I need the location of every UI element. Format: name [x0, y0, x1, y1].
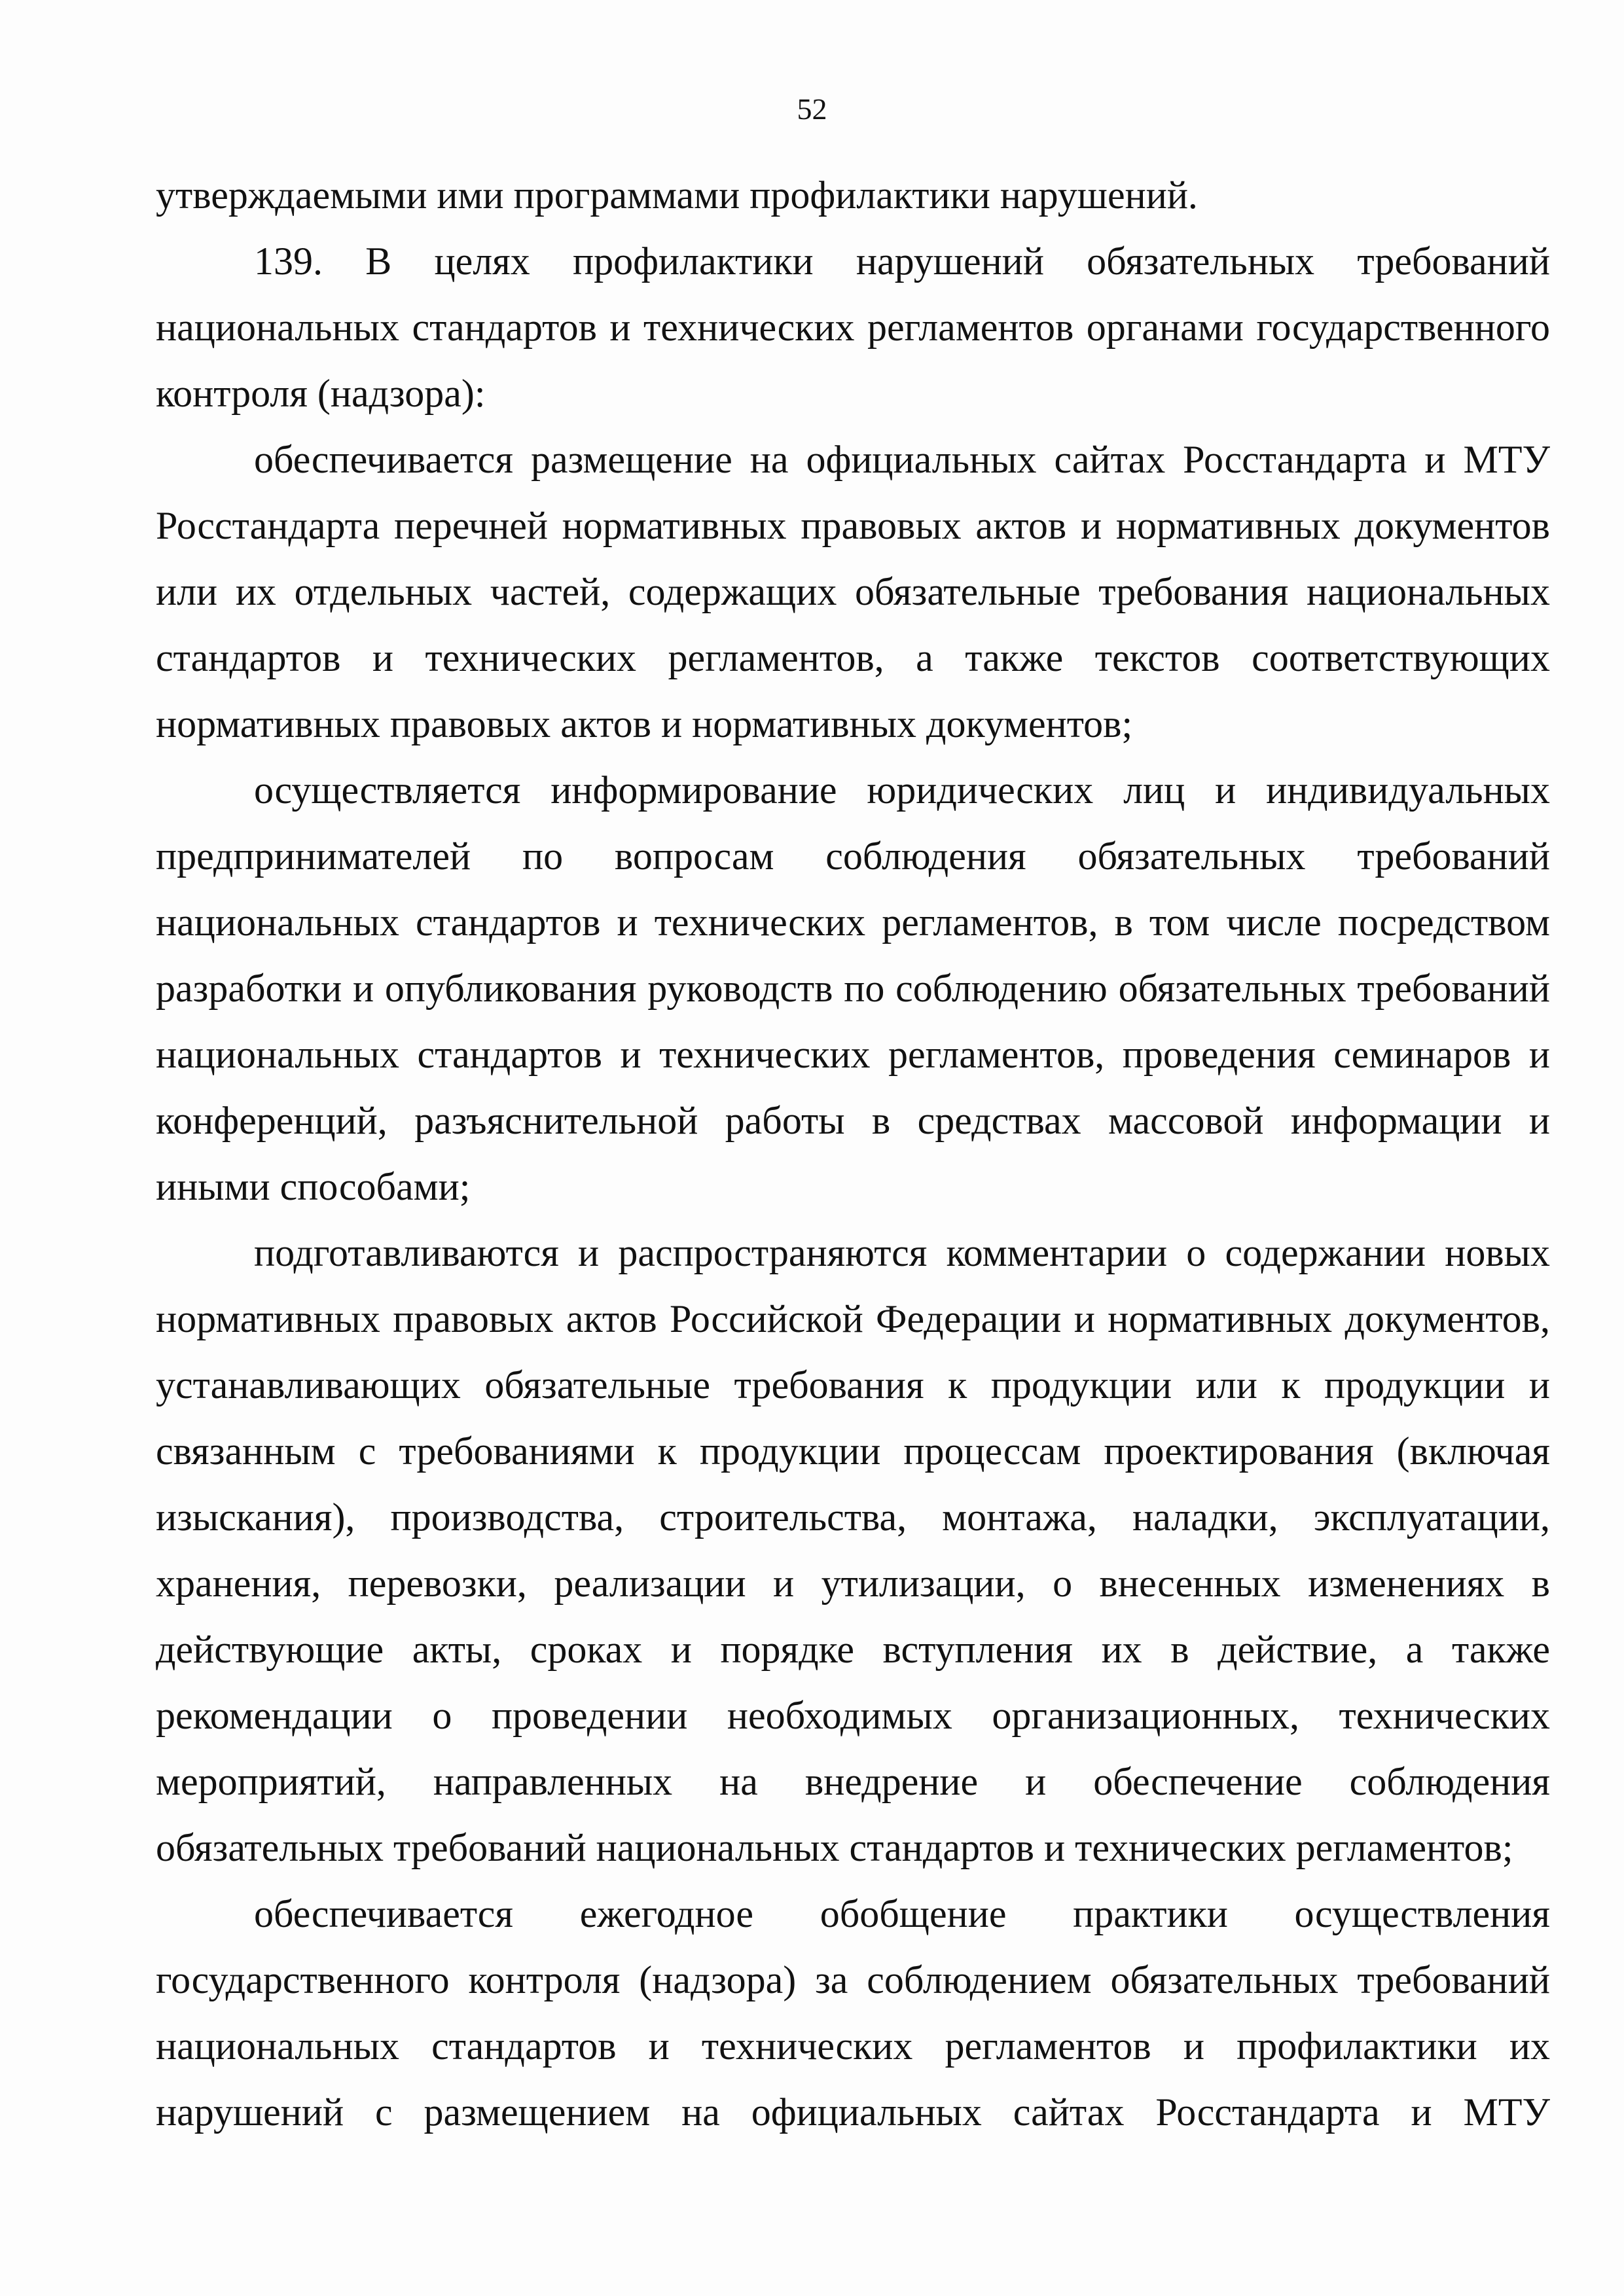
- paragraph-annual-summary: обеспечивается ежегодное обобщение практики осуществления государственного контроля (надзора) за соблюдением обязательных требований национальных стандартов и технических регламентов и профилактики их нарушений с размещением на официальных сайтах Росстандарта и МТУ: [156, 1892, 1550, 2134]
- page-number: 52: [797, 92, 827, 126]
- paragraph-continuation: утверждаемыми ими программами профилактики нарушений.: [156, 173, 1198, 217]
- paragraph-commentaries: подготавливаются и распространяются комментарии о содержании новых нормативных правовых актов Российской Федерации и нормативных документов, устанавливающих обязательные требования к продукции или к продукции и связанным с требованиями к продукции процессам проектирования (включая изыскания), производства, строительства, монтажа, наладки, эксплуатации, хранения, перевозки, реализации и утилизации, о внесенных изменениях в действующие акты, сроках и порядке вступления их в действие, а также рекомендации о проведении необходимых организационных, технических мероприятий, направленных на внедрение и обеспечение соблюдения обязательных требований национальных стандартов и технических регламентов;: [156, 1231, 1550, 1869]
- paragraph-clause-139: 139. В целях профилактики нарушений обязательных требований национальных стандартов и технических регламентов органами государственного контроля (надзора):: [156, 240, 1550, 415]
- document-body: [156, 162, 1550, 2145]
- paragraph-informing: осуществляется информирование юридических лиц и индивидуальных предпринимателей по вопросам соблюдения обязательных требований национальных стандартов и технических регламентов, в том числе посредством разработки и опубликования руководств по соблюдению обязательных требований национальных стандартов и технических регламентов, проведения семинаров и конференций, разъяснительной работы в средствах массовой информации и иными способами;: [156, 768, 1550, 1208]
- paragraph-publication: обеспечивается размещение на официальных сайтах Росстандарта и МТУ Росстандарта перечней нормативных правовых актов и нормативных документов или их отдельных частей, содержащих обязательные требования национальных стандартов и технических регламентов, а также текстов соответствующих нормативных правовых актов и нормативных документов;: [156, 438, 1550, 745]
